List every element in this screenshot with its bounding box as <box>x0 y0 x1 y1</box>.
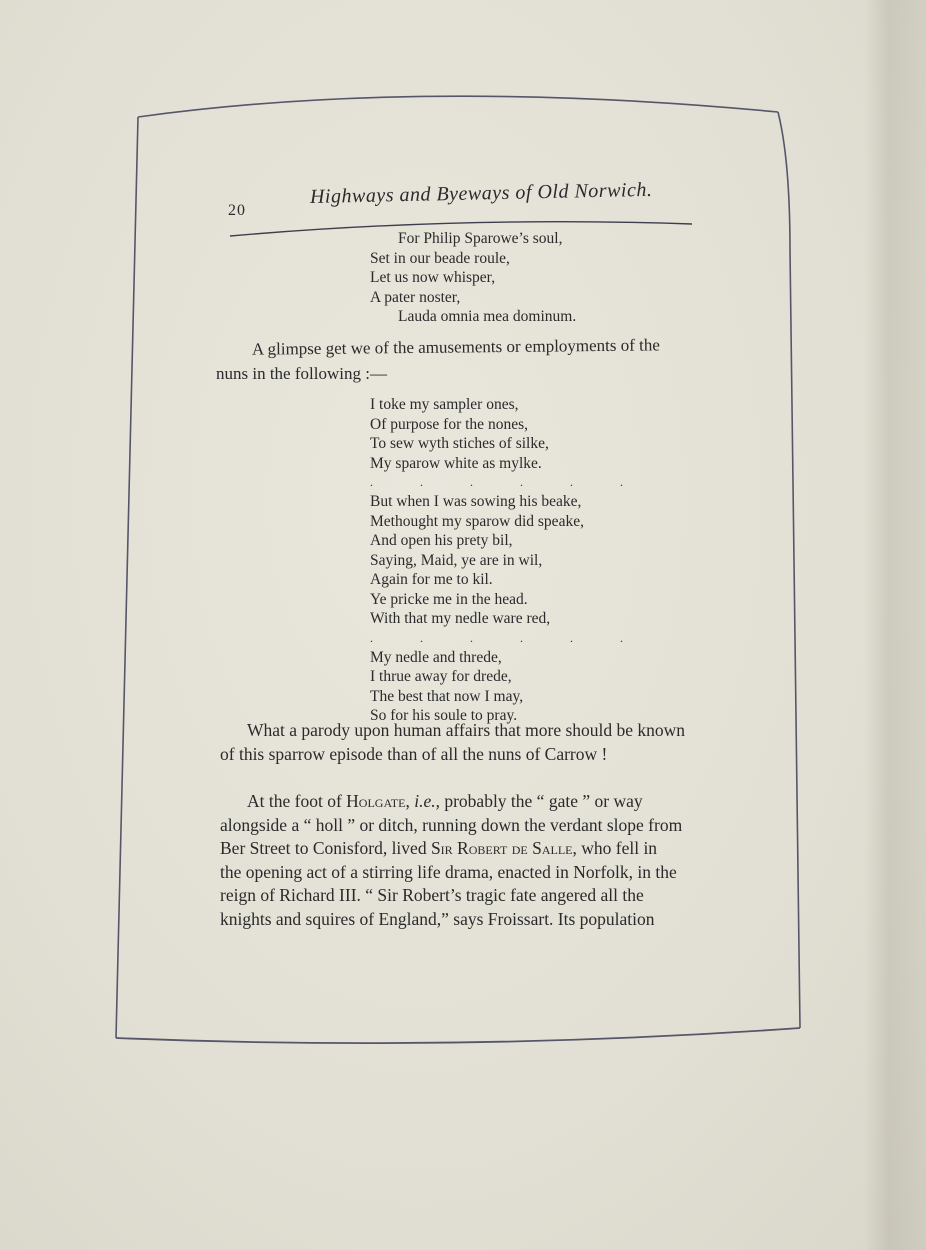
verse-line: To sew wyth stiches of silke, <box>370 435 549 452</box>
person-name-sir-robert: Sir Robert de Salle, <box>430 838 577 858</box>
paragraph-parody <box>220 719 715 766</box>
verse-line: Lauda omnia mea dominum. <box>398 308 577 325</box>
paragraph-line: alongside a “ holl ” or ditch, running down the verdant slope from <box>220 814 683 835</box>
verse-line: Saying, Maid, ye are in wil, <box>370 551 543 569</box>
verse-line: I toke my sampler ones, <box>370 396 519 413</box>
verse-line: But when I was sowing his beake, <box>370 493 582 510</box>
running-title: Highways and Byeways of Old Norwich. <box>309 178 653 208</box>
paragraph-line: nuns in the following :— <box>216 363 387 383</box>
paragraph-line: reign of Richard III. “ Sir Robert’s tragic fate angered all the <box>220 885 644 905</box>
paragraph-line: the opening act of a stirring life drama, enacted in Norfolk, in the <box>220 861 677 882</box>
ellipsis-dots: . . . . . . <box>370 475 645 489</box>
paragraph-line: knights and squires of England,” says Froissart. Its population <box>220 908 655 929</box>
verse-line: Ye pricke me in the head. <box>370 590 528 608</box>
paragraph-line: A glimpse get we of the amusements or employments of the <box>251 335 660 359</box>
page-number: 20 <box>228 202 246 219</box>
verse-line: With that my nedle ware red, <box>370 610 551 627</box>
paragraph-glimpse <box>216 335 715 385</box>
ellipsis-dots: . . . . . . <box>370 630 645 645</box>
abbreviation-ie: i.e., <box>414 791 440 811</box>
place-name-holgate: Holgate, <box>346 791 410 811</box>
verse-line: Let us now whisper, <box>370 269 496 286</box>
paragraph-line: What a parody upon human affairs that more should be known <box>247 720 686 740</box>
verse-line: I thrue away for drede, <box>370 668 512 685</box>
verse-line: Methought my sparow did speake, <box>370 512 584 530</box>
verse-line: Of purpose for the nones, <box>370 415 528 433</box>
verse-line: So for his soule to pray. <box>370 707 518 724</box>
verse-line: For Philip Sparowe’s soul, <box>398 230 563 247</box>
verse-sampler <box>370 395 645 726</box>
text-run: who fell in <box>576 838 658 858</box>
verse-line: Set in our beade roule, <box>370 249 510 267</box>
paragraph-holgate <box>220 790 715 931</box>
verse-line: The best that now I may, <box>370 687 524 705</box>
verse-line: My sparow white as mylke. <box>370 454 542 472</box>
verse-line: And open his prety bil, <box>370 532 513 549</box>
verse-line: A pater noster, <box>370 288 461 306</box>
text-run: At the foot of <box>247 791 347 811</box>
paragraph-line <box>220 790 715 814</box>
paragraph-line: of this sparrow episode than of all the nuns of Carrow ! <box>220 743 608 764</box>
verse-line: My nedle and threde, <box>370 648 502 666</box>
verse-line: Again for me to kil. <box>370 571 493 588</box>
text-run: Ber Street to Conisford, lived <box>220 838 431 858</box>
text-run: probably the “ gate ” or way <box>439 791 643 811</box>
paragraph-line <box>220 837 715 861</box>
verse-philip-sparowe <box>370 229 576 327</box>
